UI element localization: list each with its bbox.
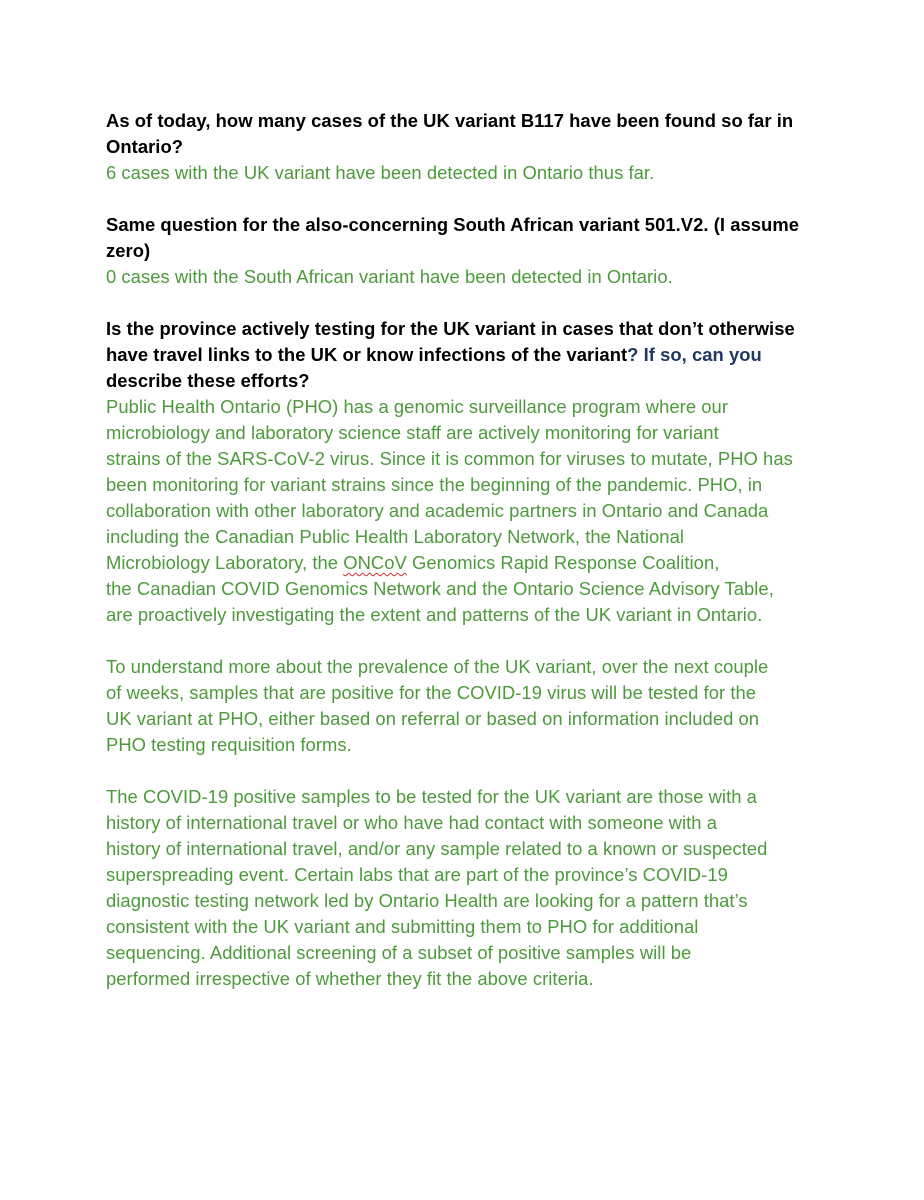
answer-3-paragraph-3 (106, 784, 818, 992)
answer-3-paragraph-2 (106, 654, 818, 758)
answer-line: sequencing. Additional screening of a subset of positive samples will be (106, 942, 692, 963)
answer-1 (106, 160, 818, 186)
question-2 (106, 212, 818, 264)
answer-line: PHO testing requisition forms. (106, 734, 352, 755)
answer-line: The COVID-19 positive samples to be tested for the UK variant are those with a (106, 786, 757, 807)
answer-line: history of international travel, and/or any sample related to a known or suspected (106, 838, 768, 859)
answer-line: 0 cases with the South African variant have been detected in Ontario. (106, 266, 673, 287)
answer-line: UK variant at PHO, either based on referral or based on information included on (106, 708, 760, 729)
question-line: As of today, how many cases of the UK variant B117 have been found so far in (106, 110, 794, 131)
answer-line: history of international travel or who have had contact with someone with a (106, 812, 717, 833)
answer-line: of weeks, samples that are positive for the COVID-19 virus will be tested for the (106, 682, 757, 703)
answer-line: are proactively investigating the extent and patterns of the UK variant in Ontario. (106, 604, 763, 625)
answer-line: microbiology and laboratory science staff are actively monitoring for variant (106, 422, 719, 443)
paragraph-gap (106, 290, 818, 316)
question-3 (106, 316, 818, 394)
question-text: have travel links to the UK or know infections of the variant (106, 344, 628, 365)
answer-3-paragraph-1 (106, 394, 818, 628)
answer-text: Genomics Rapid Response Coalition, (406, 552, 720, 573)
answer-line: strains of the SARS-CoV-2 virus. Since it is common for viruses to mutate, PHO has (106, 448, 793, 469)
answer-line: 6 cases with the UK variant have been detected in Ontario thus far. (106, 162, 655, 183)
paragraph-gap (106, 758, 818, 784)
question-line (106, 342, 818, 368)
spellcheck-word: ONCoV (343, 552, 407, 573)
question-line: describe these efforts? (106, 370, 310, 391)
answer-2 (106, 264, 818, 290)
answer-line: the Canadian COVID Genomics Network and the Ontario Science Advisory Table, (106, 578, 774, 599)
answer-line: collaboration with other laboratory and academic partners in Ontario and Canada (106, 500, 769, 521)
document-body (106, 108, 818, 992)
answer-line: diagnostic testing network led by Ontario Health are looking for a pattern that’s (106, 890, 748, 911)
question-line: zero) (106, 240, 151, 261)
answer-line: been monitoring for variant strains since the beginning of the pandemic. PHO, in (106, 474, 763, 495)
question-1 (106, 108, 818, 160)
question-line: Is the province actively testing for the UK variant in cases that don’t otherwise (106, 318, 795, 339)
answer-line: Public Health Ontario (PHO) has a genomic surveillance program where our (106, 396, 729, 417)
paragraph-gap (106, 186, 818, 212)
question-line: Ontario? (106, 136, 184, 157)
answer-text: Microbiology Laboratory, the (106, 552, 344, 573)
question-line: Same question for the also-concerning South African variant 501.V2. (I assume (106, 214, 799, 235)
answer-line (106, 550, 818, 576)
question-mark-blue: ? If so, can you (627, 344, 762, 365)
answer-line: performed irrespective of whether they fit the above criteria. (106, 968, 594, 989)
answer-line: including the Canadian Public Health Laboratory Network, the National (106, 526, 684, 547)
paragraph-gap (106, 628, 818, 654)
answer-line: To understand more about the prevalence of the UK variant, over the next couple (106, 656, 769, 677)
answer-line: superspreading event. Certain labs that are part of the province’s COVID-19 (106, 864, 728, 885)
answer-line: consistent with the UK variant and submitting them to PHO for additional (106, 916, 699, 937)
